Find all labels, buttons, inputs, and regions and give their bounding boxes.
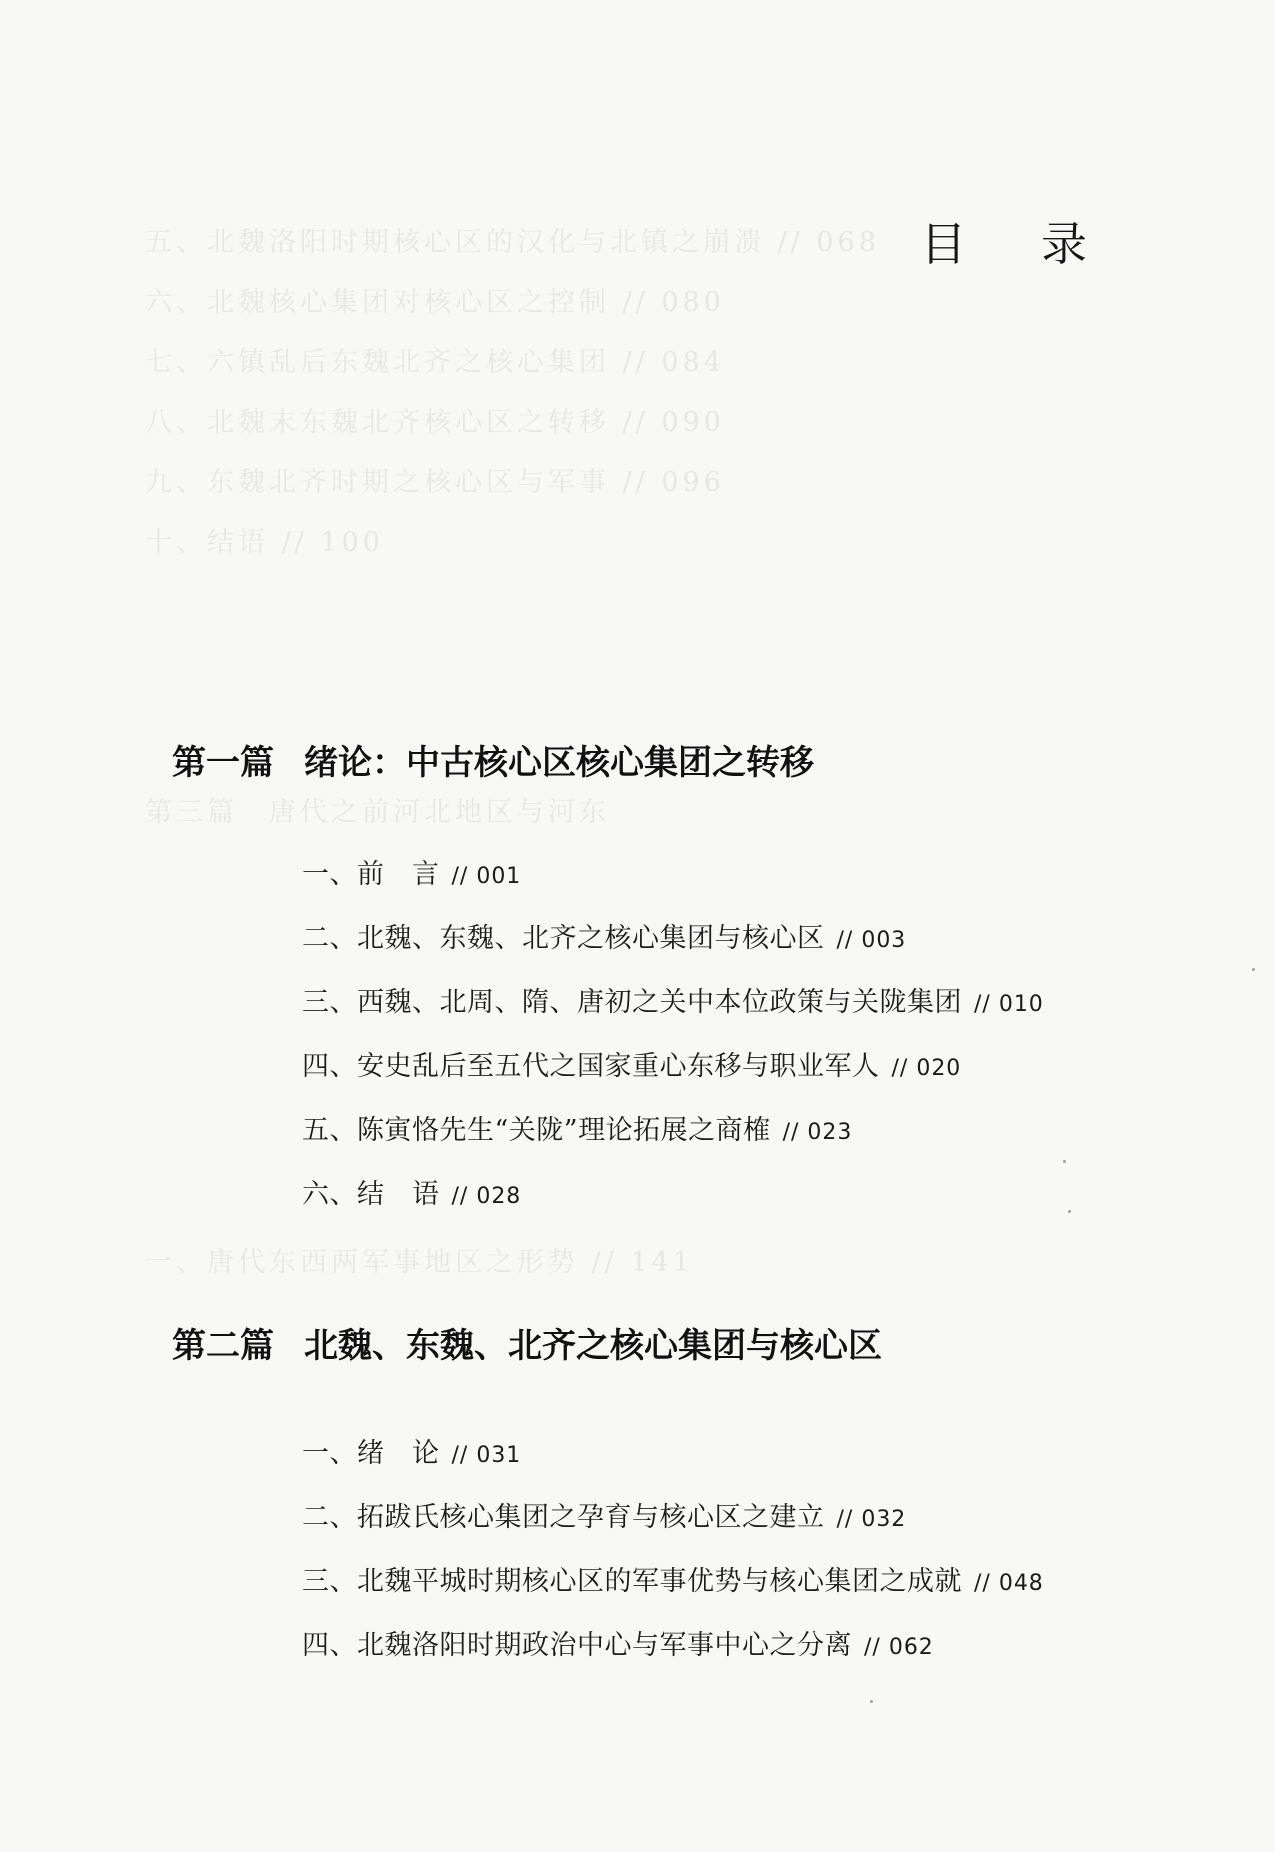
toc-entry [302,852,521,891]
toc-entry-label: 六、结 语 [302,1179,440,1210]
paper-speck [1252,968,1255,971]
toc-entry-label: 三、北魏平城时期核心区的军事优势与核心集团之成就 [302,1566,962,1597]
section-title: 北魏、东魏、北齐之核心集团与核心区 [304,1326,882,1366]
toc-entry-page: // 010 [974,992,1044,1017]
show-through-text: 九、东魏北齐时期之核心区与军事 // 096 [145,467,725,498]
toc-entry-page: // 031 [451,1443,522,1468]
toc-entry-label: 四、安史乱后至五代之国家重心东移与职业军人 [302,1051,880,1082]
toc-entry [302,1623,934,1662]
toc-entry-page: // 003 [836,928,907,953]
toc-entry-label: 五、陈寅恪先生“关陇”理论拓展之商榷 [302,1115,771,1146]
show-through-text: 五、北魏洛阳时期核心区的汉化与北镇之崩溃 // 068 [145,227,880,258]
section-number: 第一篇 [172,743,274,783]
toc-entry-label: 二、北魏、东魏、北齐之核心集团与核心区 [302,923,825,954]
toc-entry [302,1172,521,1211]
paper-speck [1063,1160,1066,1163]
toc-entry-page: // 048 [974,1571,1044,1596]
toc-entry [302,1108,852,1147]
section-heading [172,735,814,784]
show-through-text: 一、唐代东西两军事地区之形势 // 141 [145,1247,694,1278]
toc-entry-label: 一、绪 论 [302,1438,440,1469]
toc-entry-label: 四、北魏洛阳时期政治中心与军事中心之分离 [302,1630,852,1661]
toc-entry-label: 一、前 言 [302,859,440,890]
section-heading [172,1318,882,1367]
toc-entry-label: 二、拓跋氏核心集团之孕育与核心区之建立 [302,1502,825,1533]
toc-entry-page: // 032 [836,1507,907,1532]
toc-entry-page: // 062 [864,1635,934,1660]
toc-entry [302,1559,1044,1598]
toc-entry-label: 三、西魏、北周、隋、唐初之关中本位政策与关陇集团 [302,987,962,1018]
section-number: 第二篇 [172,1326,274,1366]
toc-entry [302,916,906,955]
show-through-text: 七、六镇乱后东魏北齐之核心集团 // 084 [145,347,725,378]
paper-speck [870,1700,873,1703]
paper-speck [1068,1210,1071,1213]
toc-entry-page: // 020 [891,1056,962,1081]
toc-entry-page: // 028 [451,1184,522,1209]
show-through-text: 十、结语 // 100 [145,527,384,558]
show-through-text: 八、北魏末东魏北齐核心区之转移 // 090 [145,407,725,438]
page-title: 目 录 [920,217,1117,271]
toc-entry-page: // 001 [451,864,522,889]
show-through-text: 第三篇 唐代之前河北地区与河东 [145,797,610,828]
toc-entry [302,1044,961,1083]
toc-entry [302,980,1044,1019]
section-title: 绪论：中古核心区核心集团之转移 [304,743,814,783]
toc-entry-page: // 023 [782,1120,853,1145]
toc-entry [302,1431,521,1470]
show-through-text: 六、北魏核心集团对核心区之控制 // 080 [145,287,725,318]
toc-entry [302,1495,906,1534]
